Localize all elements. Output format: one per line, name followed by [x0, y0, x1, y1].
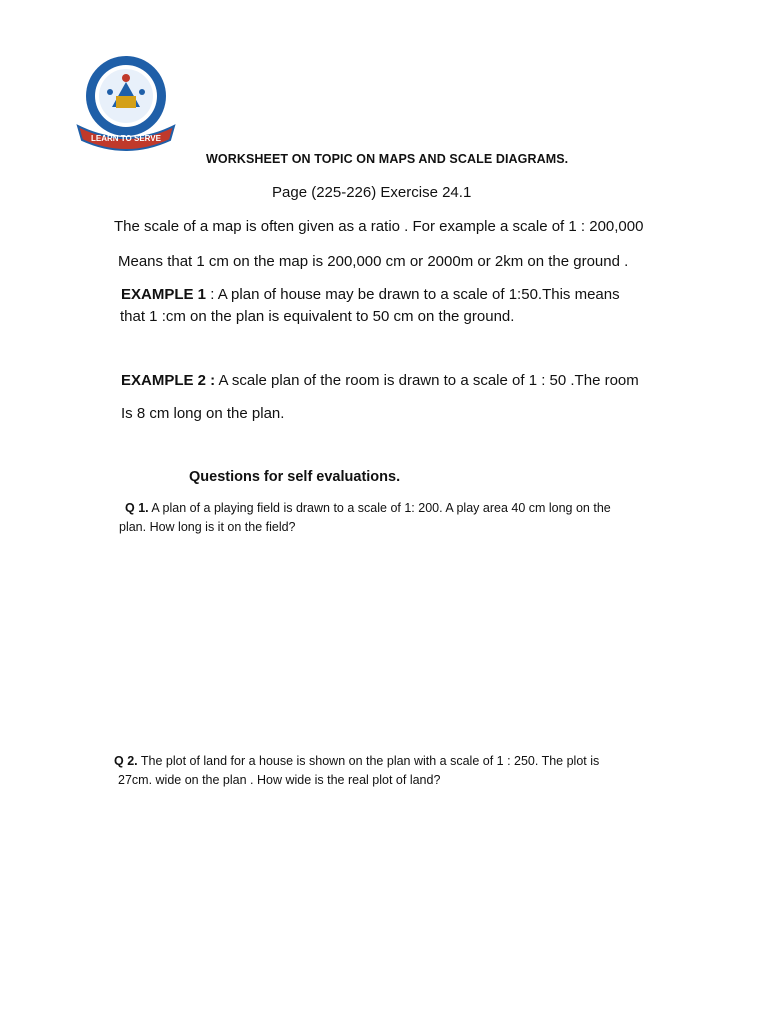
question-1-text: A plan of a playing field is drawn to a scale of 1: 200. A play area 40 cm long on the: [148, 501, 611, 515]
question-1-line-1: [125, 501, 611, 515]
example-1-line-1: [121, 286, 620, 303]
example-2-line-2: Is 8 cm long on the plan.: [121, 405, 285, 422]
question-2-line-2: 27cm. wide on the plan . How wide is the real plot of land?: [118, 773, 441, 787]
question-1-label: Q 1.: [125, 501, 149, 515]
example-1-label: EXAMPLE 1: [121, 286, 207, 303]
school-emblem-icon: [72, 52, 180, 154]
questions-heading: Questions for self evaluations.: [189, 469, 401, 485]
example-1-text: : A plan of house may be drawn to a scale of 1:50.This means: [206, 286, 620, 303]
example-1-line-2: that 1 :cm on the plan is equivalent to 50 cm on the ground.: [120, 308, 515, 325]
worksheet-title: WORKSHEET ON TOPIC ON MAPS AND SCALE DIAGRAMS.: [206, 152, 569, 166]
intro-line-2: Means that 1 cm on the map is 200,000 cm or 2000m or 2km on the ground .: [118, 253, 629, 270]
example-2-line-1: [121, 372, 639, 389]
example-2-text: A scale plan of the room is drawn to a scale of 1 : 50 .The room: [215, 372, 639, 389]
question-2-label: Q 2.: [114, 754, 138, 768]
example-2-label: EXAMPLE 2 :: [121, 372, 216, 389]
question-2-line-1: [114, 754, 599, 768]
intro-line-1: The scale of a map is often given as a ratio . For example a scale of 1 : 200,000: [114, 218, 644, 235]
question-1-line-2: plan. How long is it on the field?: [119, 520, 296, 534]
page-reference: Page (225-226) Exercise 24.1: [272, 184, 472, 201]
question-2-text: The plot of land for a house is shown on the plan with a scale of 1 : 250. The plot is: [137, 754, 600, 768]
logo-ribbon-text: LEARN TO SERVE: [91, 134, 161, 143]
